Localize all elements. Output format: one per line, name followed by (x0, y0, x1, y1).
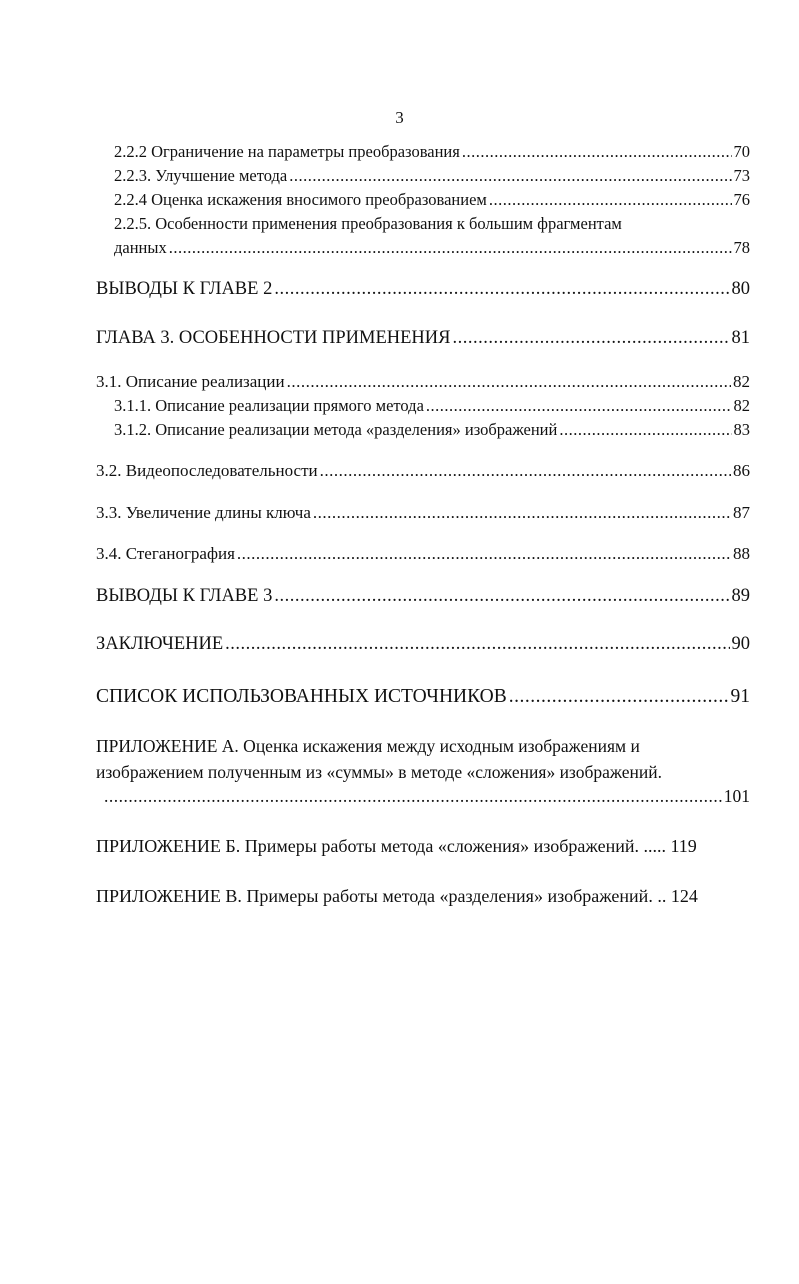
dot-leader (104, 786, 722, 807)
toc-entry-page: 90 (731, 634, 750, 654)
toc-entry-label: ГЛАВА 3. ОСОБЕННОСТИ ПРИМЕНЕНИЯ (96, 328, 451, 348)
toc-entry-label: ПРИЛОЖЕНИЕ Б. Примеры работы метода «сложения» изображений. (96, 836, 639, 856)
dot-leader (320, 461, 731, 481)
dot-leader (489, 190, 732, 210)
toc-entry-page: 82 (733, 396, 750, 415)
toc-entry-conclusions-ch2[interactable] (96, 279, 750, 300)
toc-entry-3-3[interactable] (96, 503, 750, 523)
toc-entry-appendix-a[interactable] (96, 786, 750, 807)
toc-entry-label: 3.3. Увеличение длины ключа (96, 503, 311, 522)
toc-entry-page: 70 (733, 142, 750, 161)
toc-entry-label: 2.2.4 Оценка искажения вносимого преобразованием (114, 190, 487, 209)
dot-leader: .. (657, 886, 667, 906)
dot-leader (287, 372, 731, 392)
toc-entry-page: 73 (733, 166, 750, 185)
toc-entry-page: 89 (731, 586, 750, 606)
toc-entry-references[interactable] (96, 686, 750, 708)
toc-entry-3-2[interactable] (96, 461, 750, 481)
dot-leader (289, 166, 731, 186)
toc-entry-appendix-a-line2[interactable]: изображением полученным из «суммы» в методе «сложения» изображений. (96, 762, 663, 782)
toc-entry-label: ВЫВОДЫ К ГЛАВЕ 2 (96, 279, 273, 299)
dot-leader (453, 328, 730, 349)
toc-entry-3-4[interactable] (96, 544, 750, 564)
toc-entry-page: 101 (723, 786, 750, 806)
toc-entry-2-2-5-line1[interactable]: 2.2.5. Особенности применения преобразования к большим фрагментам (114, 214, 622, 233)
toc-entry-page: 87 (733, 503, 750, 522)
dot-leader (509, 686, 729, 708)
dot-leader (426, 396, 732, 416)
dot-leader (462, 142, 732, 162)
toc-entry-label: 3.1.1. Описание реализации прямого метода (114, 396, 424, 415)
toc-entry-conclusions-ch3[interactable] (96, 586, 750, 607)
toc-entry-page: 83 (733, 420, 750, 439)
toc-entry-page: 86 (733, 461, 750, 480)
toc-entry-label: 2.2.2 Ограничение на параметры преобразования (114, 142, 460, 161)
toc-entry-label: данных (114, 238, 167, 257)
toc-entry-label: ВЫВОДЫ К ГЛАВЕ 3 (96, 586, 273, 606)
toc-entry-2-2-5[interactable] (114, 238, 750, 258)
dot-leader (169, 238, 732, 258)
dot-leader (225, 634, 729, 655)
page-number: 3 (395, 108, 404, 127)
toc-entry-page: 76 (733, 190, 750, 209)
toc-entry-conclusion[interactable] (96, 634, 750, 655)
dot-leader (274, 279, 729, 300)
toc-entry-page: 80 (731, 279, 750, 299)
toc-entry-label: 3.1.2. Описание реализации метода «разделения» изображений (114, 420, 558, 439)
toc-entry-chapter-3[interactable] (96, 328, 750, 349)
toc-entry-appendix-a-line1[interactable]: ПРИЛОЖЕНИЕ А. Оценка искажения между исходным изображениям и (96, 736, 640, 756)
toc-entry-label: 2.2.3. Улучшение метода (114, 166, 288, 185)
toc-entry-3-1[interactable] (96, 372, 750, 392)
dot-leader (274, 586, 729, 607)
toc-entry-page: 81 (731, 328, 750, 348)
toc-entry-label: ПРИЛОЖЕНИЕ В. Примеры работы метода «разделения» изображений. (96, 886, 653, 906)
toc-entry-page: 124 (670, 886, 698, 906)
toc-entry-3-1-1[interactable] (114, 396, 750, 416)
toc-entry-page: 119 (670, 836, 697, 856)
toc-entry-appendix-b[interactable] (96, 836, 697, 857)
toc-entry-3-1-2[interactable] (114, 420, 750, 440)
toc-entry-page: 91 (730, 686, 750, 707)
dot-leader (559, 420, 731, 440)
dot-leader (237, 544, 731, 564)
toc-entry-2-2-2[interactable] (114, 142, 750, 162)
toc-entry-page: 82 (733, 372, 750, 391)
toc-entry-appendix-c[interactable] (96, 886, 698, 907)
toc-entry-page: 78 (733, 238, 750, 257)
toc-entry-label: 3.4. Стеганография (96, 544, 235, 563)
toc-entry-2-2-4[interactable] (114, 190, 750, 210)
toc-entry-label: ЗАКЛЮЧЕНИЕ (96, 634, 224, 654)
toc-entry-page: 88 (733, 544, 750, 563)
toc-entry-label: 3.2. Видеопоследовательности (96, 461, 318, 480)
dot-leader (313, 503, 731, 523)
toc-entry-label: СПИСОК ИСПОЛЬЗОВАННЫХ ИСТОЧНИКОВ (96, 686, 507, 707)
dot-leader: ..... (643, 836, 666, 856)
toc-entry-label: 3.1. Описание реализации (96, 372, 285, 391)
toc-entry-2-2-3[interactable] (114, 166, 750, 186)
